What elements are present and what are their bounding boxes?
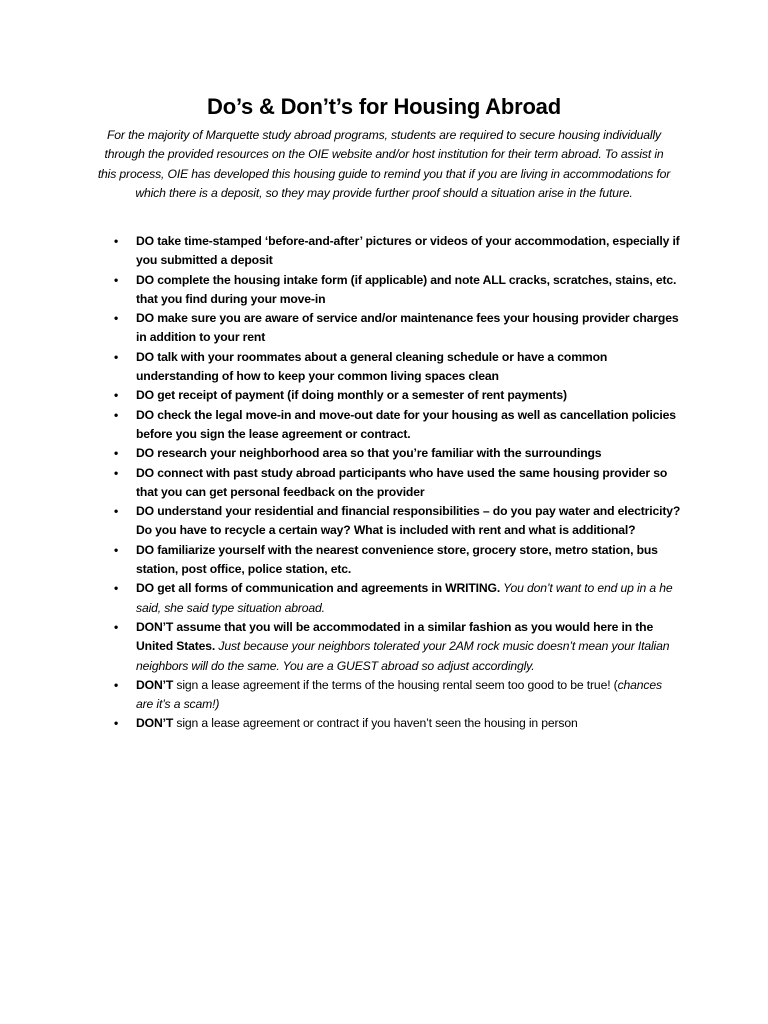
list-item [112, 618, 682, 676]
bullet-icon: • [114, 677, 119, 692]
bullet-icon: • [114, 504, 119, 519]
guidelines-list [112, 232, 682, 734]
item-text: familiarize yourself with the nearest convenience store, grocery store, metro station, bus station, post office, police station, etc. [136, 542, 658, 577]
item-text: research your neighborhood area so that you’re familiar with the surroundings [153, 446, 602, 461]
bullet-icon: • [114, 407, 119, 422]
item-text: connect with past study abroad participants who have used the same housing provider so that you can get personal feedback on the provider [136, 465, 668, 499]
item-text: take time-stamped ‘before-and-after’ pictures or videos of your accommodation, especially if you submitted a deposit [136, 234, 680, 268]
item-keyword: DO [136, 581, 154, 596]
item-keyword: DO [136, 504, 154, 519]
item-text: assume that you will be accommodated in a similar fashion as you would here in the United States. [136, 619, 654, 654]
bullet-icon: • [114, 581, 119, 596]
item-text: make sure you are aware of service and/or maintenance fees your housing provider charges in addition to your rent [136, 311, 679, 345]
item-italic-note: You don’t want to end up in a he said, she said type situation abroad. [136, 581, 673, 615]
item-keyword: DON’T [136, 716, 174, 731]
item-italic-note: Just because your neighbors tolerated your 2AM rock music doesn’t mean your Italian neighbors will do the same. You are a GUEST abroad so adjust accordingly. [136, 639, 670, 673]
item-text: check the legal move-in and move-out date for your housing as well as cancellation policies before you sign the lease agreement or contract. [136, 407, 676, 441]
bullet-icon: • [114, 349, 119, 364]
item-text: sign a lease agreement if the terms of the housing rental seem too good to be true! ( [173, 677, 618, 692]
list-item [112, 464, 682, 503]
item-keyword: DO [136, 407, 154, 422]
item-italic-note: chances are it’s a scam!) [136, 677, 662, 712]
item-text: sign a lease agreement or contract if you haven’t seen the housing in person [173, 716, 578, 731]
item-text: understand your residential and financial responsibilities – do you pay water and electricity? Do you have to recycle a certain way? What is included with rent and what is additional? [136, 504, 681, 538]
bullet-icon: • [114, 272, 119, 287]
item-text: get all forms of communication and agreements in WRITING. [153, 581, 501, 596]
item-keyword: DO [136, 465, 154, 480]
item-keyword: DO [136, 234, 154, 248]
item-keyword: DO [136, 272, 154, 287]
list-item [112, 714, 682, 733]
list-item [112, 271, 682, 310]
item-keyword: DO [136, 542, 154, 557]
item-keyword: DO [136, 388, 154, 403]
item-keyword: DON’T [136, 677, 174, 692]
list-item [112, 386, 682, 405]
item-keyword: DON’T [136, 619, 174, 634]
bullet-icon: • [114, 619, 119, 634]
item-keyword: DO [136, 349, 154, 364]
list-item [112, 541, 682, 580]
list-item [112, 676, 682, 715]
bullet-icon: • [114, 542, 119, 557]
bullet-icon: • [114, 446, 119, 461]
list-item [112, 502, 682, 541]
list-item [112, 309, 682, 348]
bullet-icon: • [114, 388, 119, 403]
bullet-icon: • [114, 716, 119, 731]
list-item [112, 444, 682, 463]
item-keyword: DO [136, 446, 154, 461]
list-item [112, 348, 682, 387]
intro-paragraph: For the majority of Marquette study abroad programs, students are required to secure housing individually through the provided resources on the OIE website and/or host institution for their term abroad. To assist in this process, OIE has developed this housing guide to remind you that if you are living in accommodations for which there is a deposit, so they may provide further proof should a situation arise in the future. [97, 128, 671, 200]
bullet-icon: • [114, 465, 119, 480]
page-title: Do’s & Don’t’s for Housing Abroad [207, 94, 561, 119]
list-item [112, 406, 682, 445]
list-item [112, 232, 682, 271]
bullet-icon: • [114, 234, 119, 248]
item-text: talk with your roommates about a general cleaning schedule or have a common understanding of how to keep your common living spaces clean [136, 349, 608, 384]
list-item [112, 579, 682, 618]
item-keyword: DO [136, 311, 154, 326]
bullet-icon: • [114, 311, 119, 326]
item-text: get receipt of payment (if doing monthly or a semester of rent payments) [153, 388, 567, 403]
item-text: complete the housing intake form (if applicable) and note ALL cracks, scratches, stains, etc. that you find during your move-in [136, 272, 677, 306]
